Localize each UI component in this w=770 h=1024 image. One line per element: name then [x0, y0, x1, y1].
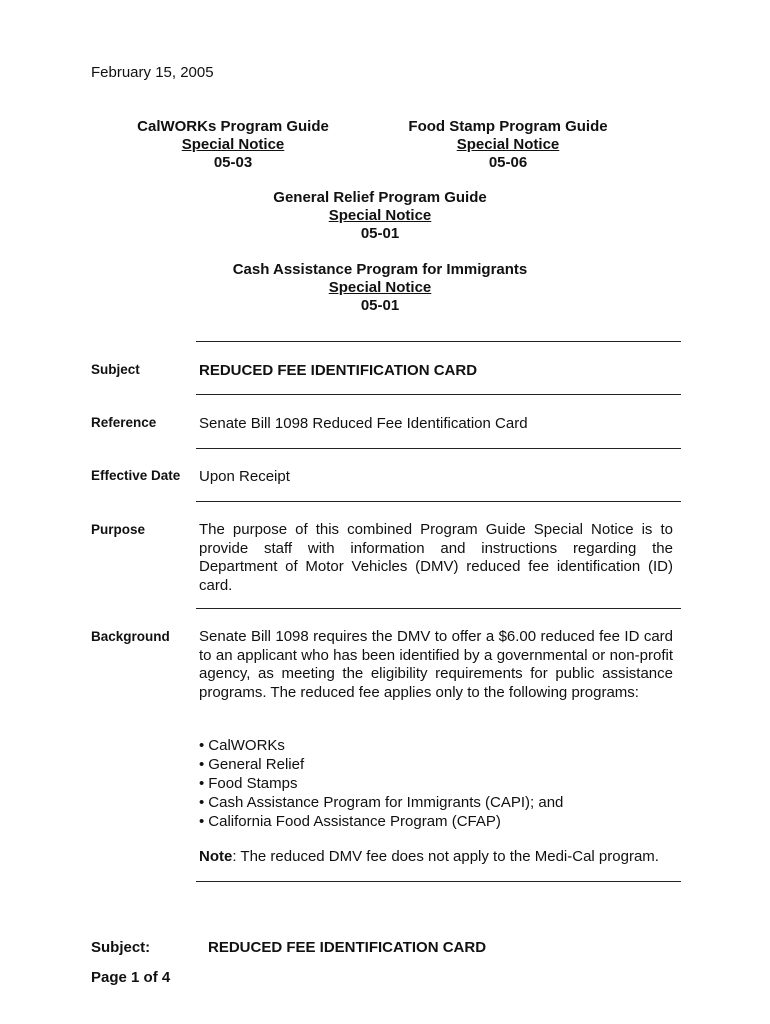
eligible-programs-list [199, 736, 563, 831]
footer-subject-value: REDUCED FEE IDENTIFICATION CARD [208, 939, 487, 956]
list-item: • General Relief [199, 755, 563, 774]
document-date: February 15, 2005 [91, 64, 214, 81]
capi-notice-number: 05-01 [360, 297, 400, 314]
calworks-notice-number: 05-03 [213, 154, 253, 171]
general-relief-header [230, 189, 530, 243]
food-stamp-notice-number: 05-06 [488, 154, 528, 171]
reference-label: Reference [91, 415, 157, 430]
general-relief-special-notice: Special Notice [328, 207, 432, 224]
subject-value: REDUCED FEE IDENTIFICATION CARD [199, 362, 478, 379]
note [199, 848, 659, 865]
divider [196, 608, 681, 609]
purpose-text: The purpose of this combined Program Guide Special Notice is to provide staff with information and instructions regarding the Department of Motor Vehicles (DMV) reduced fee identification (ID) card. [199, 521, 673, 594]
divider [196, 341, 681, 342]
calworks-header [133, 118, 333, 172]
background-text: Senate Bill 1098 requires the DMV to offer a $6.00 reduced fee ID card to an applicant who has been identified by a governmental or non-profit agency, as meeting the eligibility requirements for public assistance programs. The reduced fee applies only to the following programs: [199, 628, 673, 701]
list-item: • Cash Assistance Program for Immigrants (CAPI); and [199, 793, 563, 812]
list-item: • Food Stamps [199, 774, 563, 793]
divider [196, 394, 681, 395]
note-text: : The reduced DMV fee does not apply to the Medi-Cal program. [232, 848, 659, 865]
divider [196, 448, 681, 449]
list-item: • California Food Assistance Program (CFAP) [199, 812, 563, 831]
background-label: Background [91, 629, 170, 644]
capi-guide-title: Cash Assistance Program for Immigrants [232, 261, 528, 278]
food-stamp-header [398, 118, 618, 172]
reference-value: Senate Bill 1098 Reduced Fee Identification Card [199, 415, 528, 432]
food-stamp-special-notice: Special Notice [456, 136, 560, 153]
food-stamp-guide-title: Food Stamp Program Guide [408, 118, 608, 135]
footer-subject-label: Subject: [91, 939, 151, 956]
general-relief-guide-title: General Relief Program Guide [273, 189, 487, 206]
capi-header [200, 261, 560, 315]
capi-special-notice: Special Notice [328, 279, 432, 296]
list-item: • CalWORKs [199, 736, 563, 755]
divider [196, 501, 681, 502]
subject-label: Subject [91, 362, 140, 377]
purpose-label: Purpose [91, 522, 146, 537]
note-label: Note [199, 848, 233, 865]
page-number: Page 1 of 4 [91, 969, 171, 986]
calworks-guide-title: CalWORKs Program Guide [137, 118, 329, 135]
calworks-special-notice: Special Notice [181, 136, 285, 153]
divider [196, 881, 681, 882]
effective-date-label: Effective Date [91, 468, 181, 483]
effective-date-value: Upon Receipt [199, 468, 290, 485]
general-relief-notice-number: 05-01 [360, 225, 400, 242]
